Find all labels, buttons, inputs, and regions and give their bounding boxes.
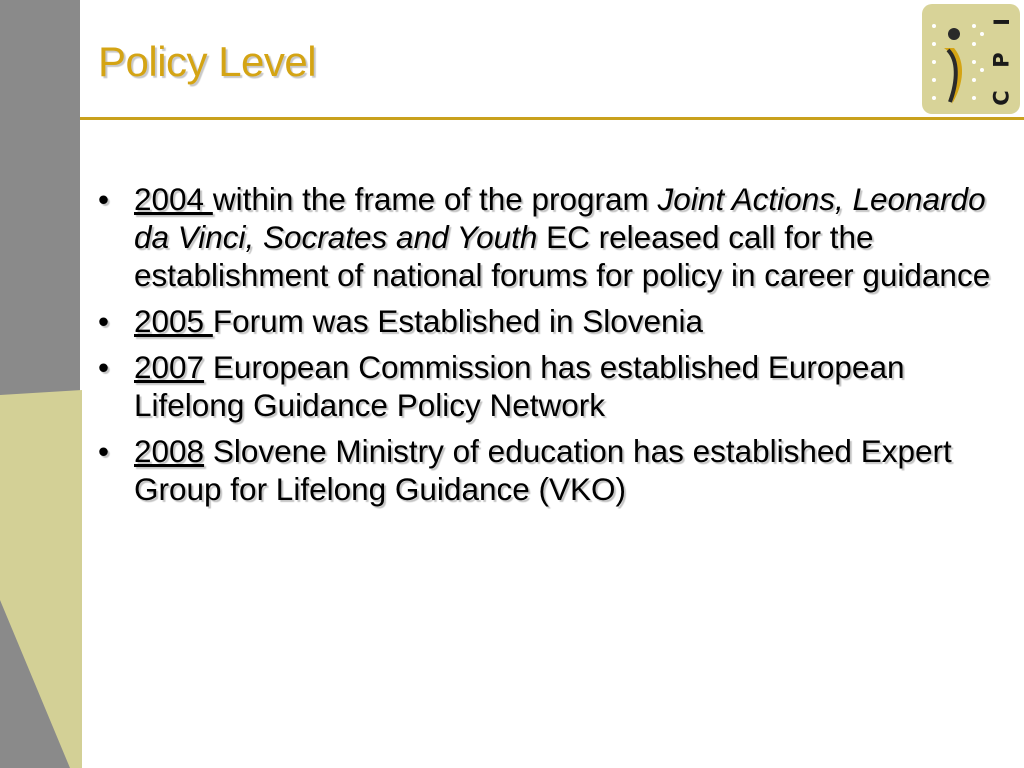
bullet-item-2008 — [96, 432, 1001, 508]
bullet-text: Slovene Ministry of education has established Expert Group for Lifelong Guidance (VKO) — [134, 433, 952, 507]
cpi-logo — [922, 4, 1020, 114]
year-2004: 2004 — [134, 181, 213, 217]
bullet-marker: • — [98, 303, 110, 339]
bullet-item-2004 — [96, 180, 1001, 294]
bullet-item-2005 — [96, 302, 1001, 340]
title-divider — [80, 117, 1024, 120]
program-name: Joint Actions, Leonardo da Vinci, Socrates and Youth — [134, 181, 986, 255]
year-2007: 2007 — [134, 349, 205, 385]
bullet-item-2007 — [96, 348, 1001, 424]
bullet-marker: • — [98, 349, 110, 385]
bullet-marker: • — [98, 181, 110, 217]
bullet-text: within the frame of the program — [212, 181, 658, 217]
sidebar-khaki-shape — [0, 0, 82, 768]
slide-title: Policy Level — [98, 38, 317, 85]
logo-letter-c: C — [989, 90, 1014, 106]
logo-letters — [990, 10, 1014, 110]
logo-letter-p: P — [990, 52, 1014, 68]
bullet-list — [96, 180, 1001, 516]
bullet-marker: • — [98, 433, 110, 469]
year-2005: 2005 — [134, 303, 213, 339]
bullet-text: Forum was Established in Slovenia — [212, 303, 704, 339]
bullet-text: European Commission has established European Lifelong Guidance Policy Network — [134, 349, 905, 423]
year-2008: 2008 — [134, 433, 205, 469]
logo-letter-i: I — [989, 18, 1014, 26]
person-i-icon — [922, 4, 992, 114]
bullet-text: EC released call for the establishment of national forums for policy in career guidance — [134, 219, 991, 293]
